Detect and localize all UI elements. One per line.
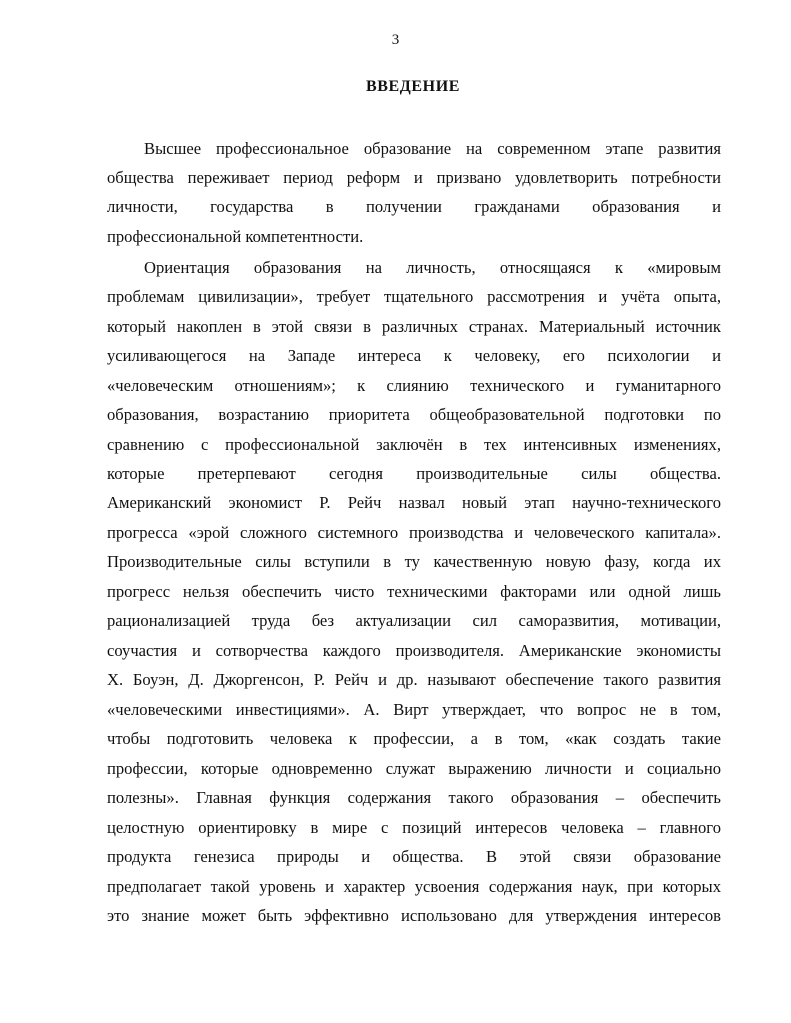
- text-line: соучастия и сотворчества каждого производителя. Американские экономисты: [107, 641, 721, 660]
- page-title: ВВЕДЕНИЕ: [365, 78, 461, 95]
- text-line: прогресс нельзя обеспечить чисто техническими факторами или одной лишь: [107, 582, 721, 601]
- text-line: полезны». Главная функция содержания такого образования – обеспечить: [107, 788, 721, 807]
- text-line: целостную ориентировку в мире с позиций интересов человека – главного: [107, 818, 721, 837]
- text-line: общества переживает период реформ и призвано удовлетворить потребности: [107, 168, 721, 187]
- text-line: Производительные силы вступили в ту качественную новую фазу, когда их: [107, 552, 721, 571]
- text-line: чтобы подготовить человека к профессии, а в том, «как создать такие: [107, 729, 721, 748]
- text-line: сравнению с профессиональной заключён в тех интенсивных изменениях,: [107, 435, 721, 454]
- text-line: Х. Боуэн, Д. Джоргенсон, Р. Рейч и др. называют обеспечение такого развития: [107, 670, 721, 689]
- text-line: личности, государства в получении гражданами образования и: [107, 197, 721, 216]
- text-line: продукта генезиса природы и общества. В этой связи образование: [107, 847, 721, 866]
- text-line: рационализацией труда без актуализации сил саморазвития, мотивации,: [107, 611, 721, 630]
- text-line: усиливающегося на Западе интереса к человеку, его психологии и: [107, 346, 721, 365]
- text-line: который накоплен в этой связи в различных странах. Материальный источник: [107, 317, 721, 336]
- text-line: «человеческим отношениям»; к слиянию технического и гуманитарного: [107, 376, 721, 395]
- text-line: Американский экономист Р. Рейч назвал новый этап научно-технического: [107, 493, 721, 512]
- text-line: проблемам цивилизации», требует тщательного рассмотрения и учёта опыта,: [107, 287, 721, 306]
- text-line: это знание может быть эффективно использовано для утверждения интересов: [107, 906, 721, 925]
- text-line: Высшее профессиональное образование на современном этапе развития: [144, 139, 721, 158]
- text-line: «человеческими инвестициями». А. Вирт утверждает, что вопрос не в том,: [107, 700, 721, 719]
- text-line: образования, возрастанию приоритета общеобразовательной подготовки по: [107, 405, 721, 424]
- text-line: предполагает такой уровень и характер усвоения содержания наук, при которых: [107, 877, 721, 896]
- text-line: прогресса «эрой сложного системного производства и человеческого капитала».: [107, 523, 721, 542]
- text-line: профессии, которые одновременно служат выражению личности и социально: [107, 759, 721, 778]
- page-number: 3: [391, 32, 400, 48]
- text-line: профессиональной компетентности.: [107, 227, 364, 246]
- text-line: которые претерпевают сегодня производительные силы общества.: [107, 464, 721, 483]
- text-line: Ориентация образования на личность, относящаяся к «мировым: [144, 258, 721, 277]
